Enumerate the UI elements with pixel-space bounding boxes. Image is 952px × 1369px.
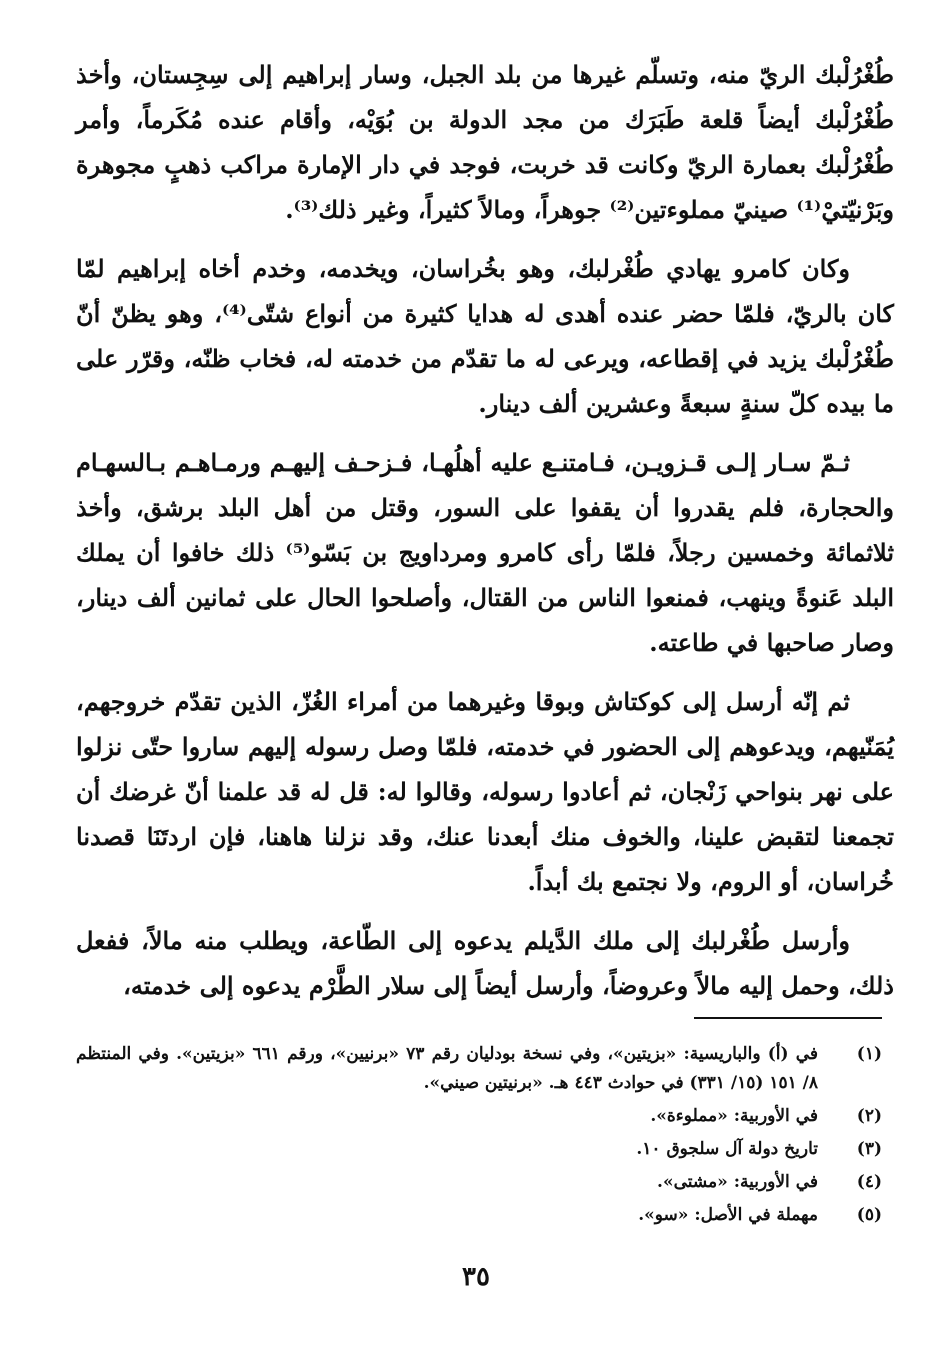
paragraph: ثـمّ سـار إلـى قـزويـن، فـامتنـع عليه أهلُهـا، فـزحـف إليهـم ورمـاهـم بـالسهـام والحجارة، فلم يقدروا أن يقفوا على السور، وقتل من أهل البلد برشق، وأخذ ثلاثمائة وخمسين رجلاً، فلمّا رأى كامرو ومرداويج بن بَسّو⁽⁵⁾ ذلك خافوا أن يملك البلد عَنوةً وينهب، فمنعوا الناس من القتال، وأصلحوا الحال على ثمانين ألف دينار، وصار صاحبها في طاعته. [76,448,894,657]
footnote-item [76,1040,882,1098]
footnote-item [76,1135,882,1164]
footnotes [76,1040,882,1234]
footnote-number: (٤) [856,1172,882,1192]
page-number: ٣٥ [462,1262,490,1292]
footnote-number: (٢) [856,1106,882,1126]
footnote-text: في الأوربية: «مملوءة». [650,1106,818,1126]
paragraph: ثم إنّه أرسل إلى كوكتاش وبوقا وغيرهما من أمراء الغُزّ، الذين تقدّم خروجهم، يُمَنّيهم، ويدعوهم إلى الحضور في خدمته، فلمّا وصل رسوله إليهم ساروا حتّى نزلوا على نهر بنواحي زَنْجان، ثم أعادوا رسوله، وقالوا له: قل له قد علمنا أنّ غرضك أن تجمعنا لتقبض علينا، والخوف منك أبعدنا عنك، وقد نزلنا هاهنا، فإن اردتَنَا قصدنا خُراسان، أو الروم، ولا نجتمع بك أبداً. [76,687,894,896]
footnote-text: تاريخ دولة آل سلجوق ١٠. [636,1139,818,1159]
footnote-item [76,1201,882,1230]
footnote-text: مهملة في الأصل: «سو». [638,1205,818,1225]
paragraph: طُغْرُلْبك الريّ منه، وتسلّم غيرها من بلد الجبل، وسار إبراهيم إلى سِجِستان، وأخذ طُغْرُلْبك أيضاً قلعة طَبَرَك من مجد الدولة بن بُوَيْه، وأقام عنده مُكَرماً، وأمر طُغْرُلْبك بعمارة الريّ وكانت قد خربت، فوجد في دار الإمارة مراكب ذهبٍ مجوهرة وبَرْنيّتيْ⁽¹⁾ صينيّ مملوءتين⁽²⁾ جوهراً، ومالاً كثيراً، وغير ذلك⁽³⁾. [76,60,894,224]
main-text [76,52,894,1022]
footnote-number: (٥) [856,1205,882,1225]
footnote-text: في (أ) والباريسية: «بزيتين»، وفي نسخة بودليان رقم ٧٣ «برنيين»، ورقم ٦٦١ «بزيتين». وفي المنتظم ٨/ ١٥١ (١٥/ ٣٣١) في حوادث ٤٤٣ هـ. «برنيتين صيني». [76,1044,819,1093]
footnote-text: في الأوربية: «مشتى». [657,1172,818,1192]
paragraph: وأرسل طُغْرلبك إلى ملك الدَّيلم يدعوه إلى الطّاعة، ويطلب منه مالاً، ففعل ذلك، وحمل إليه مالاً وعروضاً، وأرسل أيضاً إلى سلار الطَّرْم يدعوه إلى خدمته، [76,926,894,1000]
paragraph: وكان كامرو يهادي طُغْرلبك، وهو بخُراسان، ويخدمه، وخدم أخاه إبراهيم لمّا كان بالريّ، فلمّا حضر عنده أهدى له هدايا كثيرة من أنواع شتّى⁽⁴⁾، وهو يظنّ أنّ طُغْرُلْبك يزيد في إقطاعه، ويرعى له ما تقدّم من خدمته له، فخاب ظنّه، وقرّر على ما بيده كلّ سنةٍ سبعةً وعشرين ألف دينار. [76,254,894,418]
footnote-item [76,1102,882,1131]
footnote-number: (٣) [856,1139,882,1159]
footnote-separator [694,1017,882,1019]
footnote-number: (١) [856,1044,882,1064]
footnote-item [76,1168,882,1197]
